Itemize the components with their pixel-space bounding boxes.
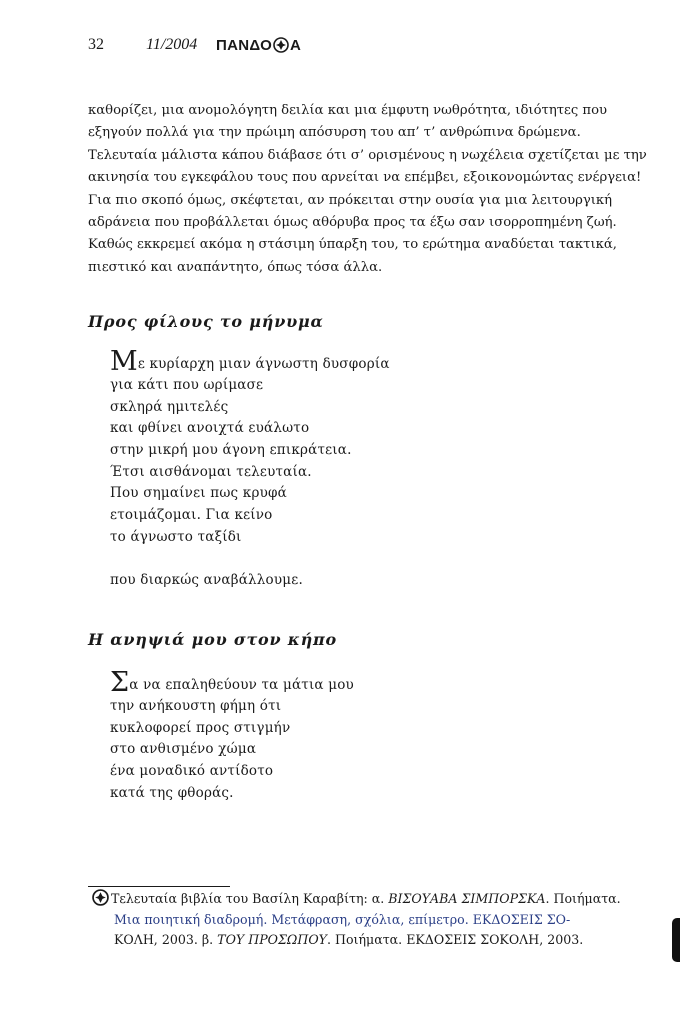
footnote-text: ΚΟΛΗ, 2003. β. [114, 932, 218, 947]
magazine-name-left: ΠΑΝΔΟ [216, 36, 273, 54]
poem-line: την ανήκουστη φήμη ότι [110, 698, 282, 714]
prose-line: ακινησία του εγκεφάλου τους που αρνείται να επέμβει, εξοικονομώντας ενέργεια! [88, 170, 642, 186]
poem-line: Έτσι αισθάνομαι τελευταία. [110, 463, 312, 480]
drop-cap: Μ [110, 346, 138, 377]
poem-line: που διαρκώς αναβάλλουμε. [110, 572, 303, 589]
footnote-rule [88, 886, 230, 887]
footnote-text: Τελευταία βιβλία του Βασίλη Καραβίτη: α. [111, 891, 389, 906]
prose-line: πιεστικό και αναπάντητο, όπως τόσα άλλα. [88, 259, 383, 275]
prose-line: καθορίζει, μια ανομολόγητη δειλία και μια έμφυτη νωθρότητα, ιδιότητες που [88, 103, 608, 118]
footnote [92, 889, 664, 951]
poem-title: Η ανηψιά μου στον κήπο [88, 630, 337, 649]
poem-line: Που σημαίνει πως κρυφά [110, 485, 287, 502]
magazine-name-right: Α [290, 36, 302, 54]
poem-line: ετοιμάζομαι. Για κείνο [110, 507, 273, 524]
running-header [88, 34, 301, 56]
book-title: ΒΙΣΟΥΑΒΑ ΣΙΜΠΟΡΣΚΑ [388, 891, 546, 906]
issue-date: 11/2004 [146, 36, 198, 53]
poem-line [110, 667, 354, 698]
poem-body [110, 346, 390, 592]
footnote-line [92, 910, 664, 931]
poem-line [110, 346, 390, 377]
poem-line: για κάτι που ωρίμασε [110, 377, 264, 393]
flower-emblem-icon [92, 889, 109, 906]
scan-edge-mark [672, 918, 680, 962]
stanza-break [110, 549, 390, 571]
prose-line: εξηγούν πολλά για την πρώιμη απόσυρση του απ’ τ’ ανθρώπινα δρώμενα. [88, 125, 581, 141]
poem-line: και φθίνει ανοιχτά ευάλωτο [110, 420, 310, 437]
footnote-line [92, 930, 664, 951]
poem-title: Προς φίλους το μήνυμα [88, 312, 324, 331]
prose-line: αδράνεια που προβάλλεται όμως αθόρυβα προς τα έξω σαν ισορροπημένη ζωή. [88, 215, 617, 231]
poem-line: το άγνωστο ταξίδι [110, 528, 242, 545]
footnote-text: . Ποιήματα. [545, 891, 621, 906]
prose-line: Για πιο σκοπό όμως, σκέφτεται, αν πρόκειται στην ουσία για μια λειτουργική [88, 192, 613, 208]
page-number: 32 [88, 36, 104, 53]
book-title: ΤΟΥ ΠΡΟΣΩΠΟΥ [217, 932, 327, 947]
flower-emblem-icon [273, 37, 289, 53]
footnote-text: . Ποιήματα. ΕΚΔΟΣΕΙΣ ΣΟΚΟΛΗ, 2003. [326, 932, 584, 947]
poem-line-text: ε κυρίαρχη μιαν άγνωστη δυσφορία [137, 356, 390, 372]
poem-line: σκληρά ημιτελές [110, 398, 229, 415]
poem-body [110, 667, 354, 804]
poem-line: στην μικρή μου άγονη επικράτεια. [110, 442, 352, 459]
drop-cap: Σ [110, 667, 130, 698]
footnote-text: ΕΚΔΟΣΕΙΣ ΣΟ- [472, 911, 571, 927]
poem-line: στο ανθισμένο χώμα [110, 741, 257, 758]
poem-line: κατά της φθοράς. [110, 784, 234, 801]
prose-paragraph [88, 100, 666, 279]
magazine-name [216, 37, 301, 54]
footnote-text: Μια ποιητική διαδρομή. Μετάφραση, σχόλια, επίμετρο. [114, 911, 473, 927]
poem-line: ένα μοναδικό αντίδοτο [110, 763, 274, 780]
poem-line: κυκλοφορεί προς στιγμήν [110, 719, 291, 736]
prose-line: Καθώς εκκρεμεί ακόμα η στάσιμη ύπαρξη του, το ερώτημα αναδύεται τακτικά, [88, 237, 617, 253]
footnote-line [92, 889, 664, 910]
poem-line-text: α να επαληθεύουν τα μάτια μου [129, 677, 354, 693]
prose-line: Τελευταία μάλιστα κάπου διάβασε ότι σ’ ορισμένους η νωχέλεια σχετίζεται με την [88, 147, 647, 163]
